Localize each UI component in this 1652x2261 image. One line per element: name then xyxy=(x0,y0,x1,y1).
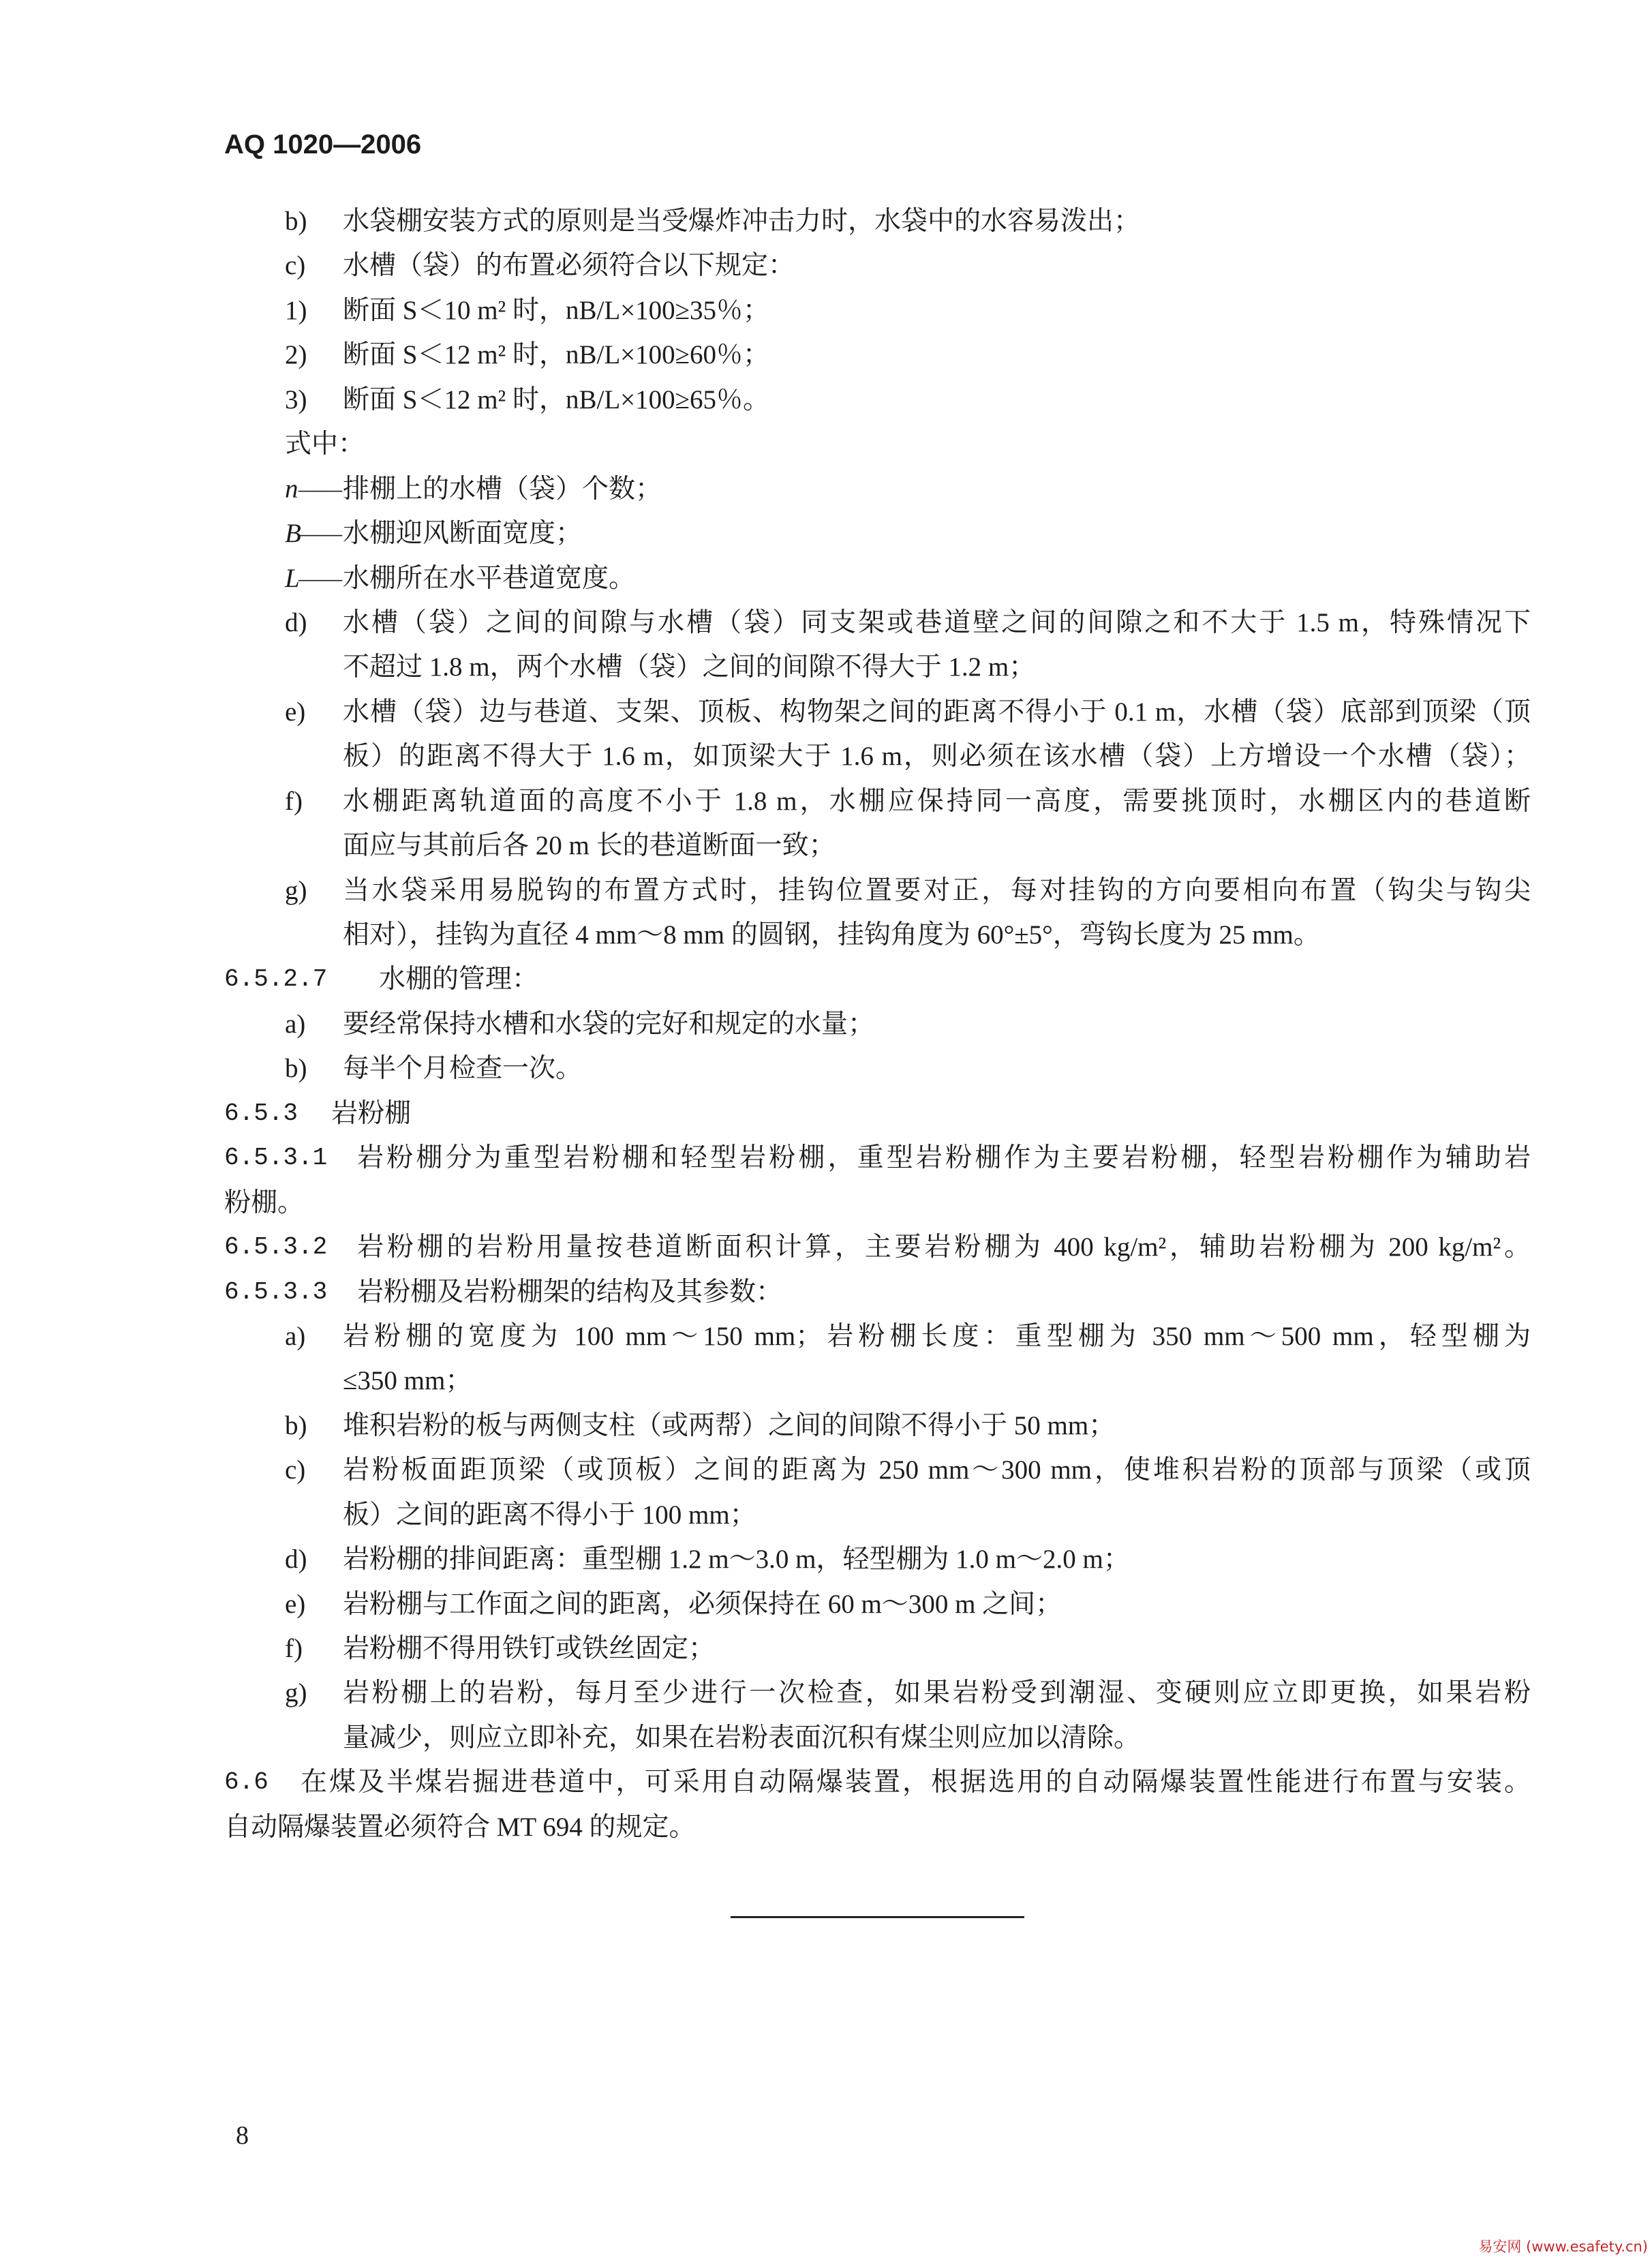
list-item-continuation xyxy=(0,734,1652,778)
clause-text: 岩粉棚的岩粉用量按巷道断面积计算，主要岩粉棚为 400 kg/m²，辅助岩粉棚为 200 kg/m²。 xyxy=(357,1232,1531,1262)
item-text-line: 岩粉棚不得用铁钉或铁丝固定； xyxy=(343,1634,716,1663)
symbol: n xyxy=(285,474,299,504)
list-item-continuation xyxy=(0,1716,1652,1760)
list-item xyxy=(0,243,1652,288)
clause-text-line: 粉棚。 xyxy=(224,1187,305,1217)
page-number: 8 xyxy=(236,2121,249,2150)
symbol-definition xyxy=(0,556,1652,601)
list-item xyxy=(0,601,1652,645)
clause-number: 6.6 xyxy=(224,1768,269,1797)
clause-text-line: 自动隔爆装置必须符合 MT 694 的规定。 xyxy=(224,1812,696,1842)
symbol-dash: —— xyxy=(299,565,342,590)
closing-rule xyxy=(731,1916,1024,1918)
item-text-line: 不超过 1.8 m，两个水槽（袋）之间的间隙不得大于 1.2 m； xyxy=(343,652,1036,682)
clause-heading xyxy=(0,1091,1652,1136)
item-text-line: 水棚距离轨道面的高度不小于 1.8 m，水棚应保持同一高度，需要挑顶时，水棚区内的巷道断 xyxy=(343,786,1531,816)
list-item xyxy=(0,1046,1652,1091)
clause-heading xyxy=(0,957,1652,1001)
symbol-dash: —— xyxy=(299,476,342,501)
symbol: B xyxy=(285,519,301,549)
item-text: 水槽（袋）的布置必须符合以下规定： xyxy=(343,251,795,281)
document-code: AQ 1020—2006 xyxy=(224,130,422,160)
item-text: 水袋棚安装方式的原则是当受爆炸冲击力时，水袋中的水容易泼出； xyxy=(343,207,1141,236)
where-line xyxy=(0,422,1652,466)
item-text-line: 板）的距离不得大于 1.6 m，如顶梁大于 1.6 m，则必须在该水槽（袋）上方增设一个水槽（袋）； xyxy=(343,742,1531,772)
clause-paragraph-continuation xyxy=(0,1181,1652,1225)
list-item xyxy=(0,1537,1652,1581)
item-label: a) xyxy=(285,1009,306,1039)
item-label: d) xyxy=(285,607,307,637)
list-item-continuation xyxy=(0,913,1652,957)
item-label: e) xyxy=(285,1589,306,1619)
document-body xyxy=(0,199,1652,1849)
clause-title: 岩粉棚 xyxy=(331,1098,412,1128)
item-text-line: 堆积岩粉的板与两侧支柱（或两帮）之间的间隙不得小于 50 mm； xyxy=(343,1410,1116,1440)
item-text-line: ≤350 mm； xyxy=(343,1366,472,1396)
item-label: b) xyxy=(285,207,307,236)
item-text-line: 相对），挂钩为直径 4 mm～8 mm 的圆钢，挂钩角度为 60°±5°，弯钩长度为 25 mm。 xyxy=(343,920,1320,950)
item-label: c) xyxy=(285,251,306,281)
item-label: f) xyxy=(285,1634,303,1663)
symbol-definition xyxy=(0,467,1652,511)
list-item xyxy=(0,199,1652,243)
list-item xyxy=(0,1403,1652,1448)
item-text-line: 量减少，则应立即补充，如果在岩粉表面沉积有煤尘则应加以清除。 xyxy=(343,1723,1141,1752)
list-item xyxy=(0,690,1652,734)
symbol-meaning: 排棚上的水槽（袋）个数； xyxy=(343,474,662,504)
item-text: 要经常保持水槽和水袋的完好和规定的水量； xyxy=(343,1009,875,1039)
clause-number: 6.5.3.1 xyxy=(224,1144,328,1172)
item-text-line: 板）之间的距离不得小于 100 mm； xyxy=(343,1500,756,1530)
item-text: 断面 S＜12 m² 时，nB/L×100≥65％。 xyxy=(343,384,770,414)
item-label: b) xyxy=(285,1054,307,1084)
clause-heading xyxy=(0,1270,1652,1314)
clause-paragraph xyxy=(0,1225,1652,1269)
item-text-line: 岩粉板面距顶梁（或顶板）之间的距离为 250 mm～300 mm，使堆积岩粉的顶部与顶梁（或顶 xyxy=(343,1455,1531,1485)
list-item xyxy=(0,1448,1652,1492)
clause-title: 岩粉棚及岩粉棚架的结构及其参数： xyxy=(357,1277,783,1307)
list-item-continuation xyxy=(0,1493,1652,1537)
where-label: 式中： xyxy=(285,429,365,459)
rule-item xyxy=(0,378,1652,422)
item-text: 断面 S＜10 m² 时，nB/L×100≥35％； xyxy=(343,295,770,325)
item-label: g) xyxy=(285,1678,307,1708)
clause-number: 6.5.2.7 xyxy=(224,965,328,994)
item-label: g) xyxy=(285,875,307,905)
symbol-dash: —— xyxy=(299,521,342,546)
item-label: 2) xyxy=(285,340,307,370)
item-label: e) xyxy=(285,697,306,727)
rule-item xyxy=(0,288,1652,333)
item-text-line: 面应与其前后各 20 m 长的巷道断面一致； xyxy=(343,831,836,861)
item-label: f) xyxy=(285,786,303,816)
list-item-continuation xyxy=(0,645,1652,689)
clause-text-line: 岩粉棚分为重型岩粉棚和轻型岩粉棚，重型岩粉棚作为主要岩粉棚，轻型岩粉棚作为辅助岩 xyxy=(357,1143,1531,1173)
item-text-line: 岩粉棚上的岩粉，每月至少进行一次检查，如果岩粉受到潮湿、变硬则应立即更换，如果岩粉 xyxy=(343,1678,1531,1708)
item-text-line: 当水袋采用易脱钩的布置方式时，挂钩位置要对正，每对挂钩的方向要相向布置（钩尖与钩尖 xyxy=(343,875,1531,905)
symbol: L xyxy=(285,563,300,593)
item-label: c) xyxy=(285,1455,306,1485)
list-item-continuation xyxy=(0,1359,1652,1403)
symbol-definition xyxy=(0,511,1652,556)
list-item xyxy=(0,1626,1652,1671)
clause-paragraph xyxy=(0,1760,1652,1804)
clause-paragraph xyxy=(0,1136,1652,1180)
item-text: 断面 S＜12 m² 时，nB/L×100≥60％； xyxy=(343,340,770,370)
list-item xyxy=(0,1314,1652,1359)
rule-item xyxy=(0,333,1652,377)
item-text-line: 水槽（袋）之间的间隙与水槽（袋）同支架或巷道壁之间的间隙之和不大于 1.5 m，特殊情况下 xyxy=(343,607,1531,637)
item-label: d) xyxy=(285,1545,307,1575)
item-label: 1) xyxy=(285,295,307,325)
clause-text-line: 在煤及半煤岩掘进巷道中，可采用自动隔爆装置，根据选用的自动隔爆装置性能进行布置与安装。 xyxy=(301,1767,1531,1797)
item-text-line: 岩粉棚的排间距离：重型棚 1.2 m～3.0 m，轻型棚为 1.0 m～2.0 m； xyxy=(343,1545,1130,1575)
clause-number: 6.5.3.2 xyxy=(224,1233,328,1262)
symbol-meaning: 水棚迎风断面宽度； xyxy=(343,519,583,549)
list-item xyxy=(0,1002,1652,1046)
clause-number: 6.5.3.3 xyxy=(224,1277,328,1306)
symbol-meaning: 水棚所在水平巷道宽度。 xyxy=(343,563,636,593)
item-label: 3) xyxy=(285,384,307,414)
clause-title: 水棚的管理： xyxy=(379,965,539,995)
source-watermark: 易安网 (www.esafety.cn) xyxy=(1478,2239,1648,2255)
item-text-line: 岩粉棚与工作面之间的距离，必须保持在 60 m～300 m 之间； xyxy=(343,1589,1062,1619)
clause-paragraph-continuation xyxy=(0,1805,1652,1849)
item-label: b) xyxy=(285,1410,307,1440)
list-item-continuation xyxy=(0,823,1652,868)
item-text-line: 岩粉棚的宽度为 100 mm～150 mm；岩粉棚长度：重型棚为 350 mm～500 mm，轻型棚为 xyxy=(343,1321,1531,1351)
list-item xyxy=(0,1582,1652,1626)
list-item xyxy=(0,779,1652,823)
item-label: a) xyxy=(285,1321,306,1351)
item-text: 每半个月检查一次。 xyxy=(343,1054,583,1084)
clause-number: 6.5.3 xyxy=(224,1099,299,1127)
list-item xyxy=(0,1671,1652,1715)
list-item xyxy=(0,868,1652,913)
item-text-line: 水槽（袋）边与巷道、支架、顶板、构物架之间的距离不得小于 0.1 m，水槽（袋）底部到顶梁（顶 xyxy=(343,697,1531,727)
